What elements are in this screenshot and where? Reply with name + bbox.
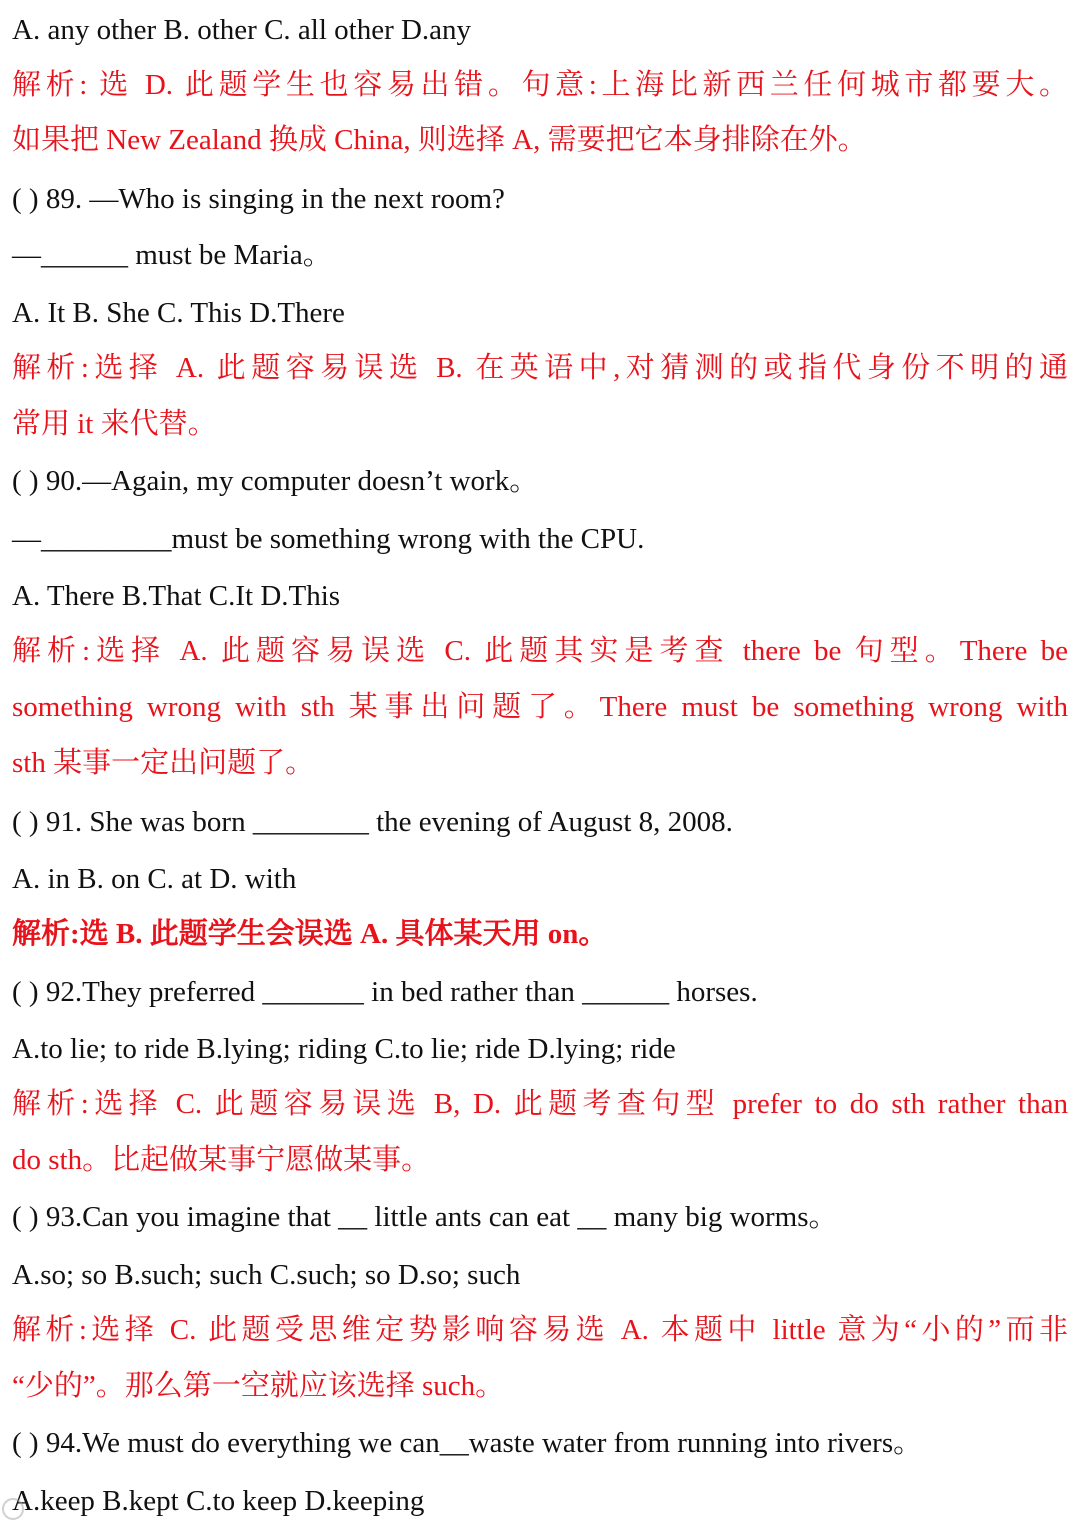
q90-analysis-line-3: sth 某事一定出问题了。 (12, 747, 315, 779)
q88-analysis-line-2: 如果把 New Zealand 换成 China, 则选择 A, 需要把它本身排除在外。 (12, 124, 867, 156)
q93-question: ( ) 93.Can you imagine that __ little ants can eat __ many big worms。 (12, 1201, 838, 1233)
q88-analysis-line-1: 解析: 选 D. 此题学生也容易出错。句意:上海比新西兰任何城市都要大。 (12, 69, 1068, 101)
q92-analysis-line-2: do sth。比起做某事宁愿做某事。 (12, 1144, 431, 1176)
q94-question: ( ) 94.We must do everything we can__waste water from running into rivers。 (12, 1427, 923, 1459)
q90-analysis-line-2: something wrong with sth 某事出问题了。There must be something wrong with (12, 691, 1068, 723)
q94-options: A.keep B.kept C.to keep D.keeping (12, 1485, 425, 1517)
q89-analysis-line-2: 常用 it 来代替。 (12, 408, 217, 440)
q91-analysis: 解析:选 B. 此题学生会误选 A. 具体某天用 on。 (12, 918, 608, 950)
q91-options: A. in B. on C. at D. with (12, 863, 297, 895)
q89-analysis-line-1: 解析:选择 A. 此题容易误选 B. 在英语中,对猜测的或指代身份不明的通 (12, 352, 1068, 384)
q91-question: ( ) 91. She was born ________ the evening of August 8, 2008. (12, 806, 733, 838)
q90-analysis-line-1: 解析:选择 A. 此题容易误选 C. 此题其实是考查 there be 句型。There be (12, 635, 1068, 667)
q92-options: A.to lie; to ride B.lying; riding C.to lie; ride D.lying; ride (12, 1033, 676, 1065)
q92-question: ( ) 92.They preferred _______ in bed rather than ______ horses. (12, 976, 758, 1008)
q92-analysis-line-1: 解析:选择 C. 此题容易误选 B, D. 此题考查句型 prefer to do sth rather than (12, 1088, 1068, 1120)
q93-analysis-line-1: 解析:选择 C. 此题受思维定势影响容易选 A. 本题中 little 意为“小的”而非 (12, 1314, 1068, 1346)
q89-answer-blank: —______ must be Maria。 (12, 239, 332, 271)
circle-logo-icon (2, 1498, 24, 1520)
q93-options: A.so; so B.such; such C.such; so D.so; such (12, 1259, 521, 1291)
q89-options: A. It B. She C. This D.There (12, 297, 345, 329)
q90-answer-blank: —_________must be something wrong with the CPU. (12, 523, 645, 555)
q93-analysis-line-2: “少的”。那么第一空就应该选择 such。 (12, 1370, 505, 1402)
q90-question: ( ) 90.—Again, my computer doesn’t work。 (12, 465, 539, 497)
q90-options: A. There B.That C.It D.This (12, 580, 341, 612)
watermark (2, 1490, 152, 1524)
q89-question: ( ) 89. —Who is singing in the next room? (12, 183, 505, 215)
q88-options: A. any other B. other C. all other D.any (12, 14, 472, 46)
